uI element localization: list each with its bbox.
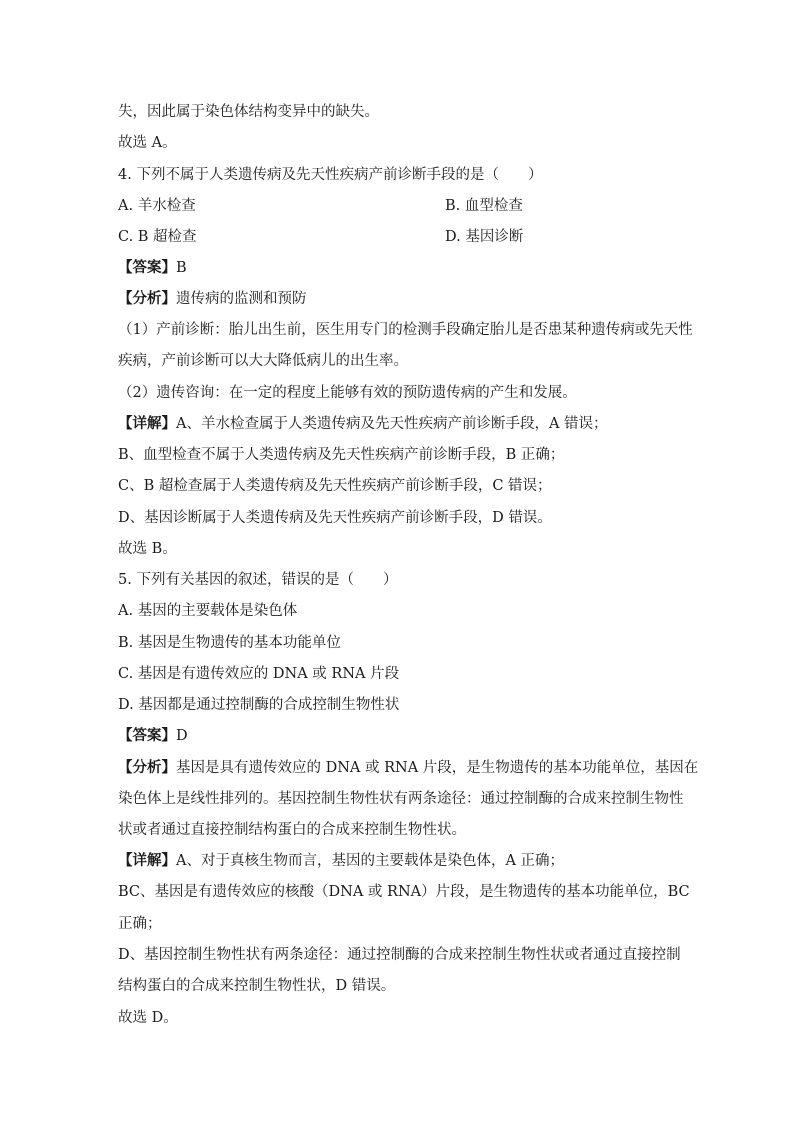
q4-detail bbox=[118, 417, 608, 432]
q5-analysis-l2: 染色体上是线性排列的。基因控制生物性状有两条途径：通过控制酶的合成来控制生物性 bbox=[118, 791, 684, 807]
text-line: 失，因此属于染色体结构变异中的缺失。 bbox=[118, 104, 379, 120]
q4-option-a: A. 羊水检查 bbox=[118, 198, 196, 214]
q4-detail-c: C、B 超检查属于人类遗传病及先天性疾病产前诊断手段，C 错误； bbox=[118, 478, 552, 494]
q5-detail-bc-cont: 正确； bbox=[118, 916, 162, 932]
q4-analysis bbox=[118, 292, 307, 307]
question-4-stem: 4. 下列不属于人类遗传病及先天性疾病产前诊断手段的是（ ） bbox=[118, 167, 543, 183]
q4-analysis-p2: （2）遗传咨询：在一定的程度上能够有效的预防遗传病的产生和发展。 bbox=[118, 385, 577, 401]
q5-answer bbox=[118, 729, 188, 744]
q5-option-b: B. 基因是生物遗传的基本功能单位 bbox=[118, 635, 341, 651]
analysis-text: 基因是具有遗传效应的 DNA 或 RNA 片段，是生物遗传的基本功能单位，基因在 bbox=[176, 760, 699, 776]
q5-option-c: C. 基因是有遗传效应的 DNA 或 RNA 片段 bbox=[118, 666, 400, 682]
q5-option-d: D. 基因都是通过控制酶的合成控制生物性状 bbox=[118, 697, 400, 713]
answer-value: B bbox=[176, 260, 187, 276]
q4-option-d: D. 基因诊断 bbox=[445, 229, 524, 245]
detail-tag: 【详解】 bbox=[118, 415, 176, 432]
analysis-text: 遗传病的监测和预防 bbox=[176, 291, 307, 307]
answer-tag: 【答案】 bbox=[118, 727, 176, 744]
q4-option-b: B. 血型检查 bbox=[445, 198, 523, 214]
q5-detail-bc: BC、基因是有遗传效应的核酸（DNA 或 RNA）片段，是生物遗传的基本功能单位，BC bbox=[118, 884, 690, 900]
q5-analysis-l3: 状或者通过直接控制结构蛋白的合成来控制生物性状。 bbox=[118, 822, 466, 838]
q4-analysis-p1: （1）产前诊断：胎儿出生前，医生用专门的检测手段确定胎儿是否患某种遗传病或先天性 bbox=[118, 322, 693, 338]
q5-option-a: A. 基因的主要载体是染色体 bbox=[118, 603, 298, 619]
choose-line: 故选 A。 bbox=[118, 135, 177, 151]
analysis-tag: 【分析】 bbox=[118, 290, 176, 307]
analysis-tag: 【分析】 bbox=[118, 759, 176, 776]
q4-analysis-p1b: 疾病，产前诊断可以大大降低病儿的出生率。 bbox=[118, 353, 408, 369]
q4-choose: 故选 B。 bbox=[118, 541, 177, 557]
detail-text: A、羊水检查属于人类遗传病及先天性疾病产前诊断手段，A 错误； bbox=[176, 416, 608, 432]
detail-text: A、对于真核生物而言，基因的主要载体是染色体，A 正确； bbox=[176, 853, 565, 869]
q4-option-c: C. B 超检查 bbox=[118, 229, 197, 245]
answer-tag: 【答案】 bbox=[118, 259, 176, 276]
q4-detail-d: D、基因诊断属于人类遗传病及先天性疾病产前诊断手段，D 错误。 bbox=[118, 510, 552, 526]
q4-detail-b: B、血型检查不属于人类遗传病及先天性疾病产前诊断手段，B 正确； bbox=[118, 447, 565, 463]
q5-choose: 故选 D。 bbox=[118, 1010, 178, 1026]
detail-tag: 【详解】 bbox=[118, 852, 176, 869]
q5-detail-d-cont: 结构蛋白的合成来控制生物性状，D 错误。 bbox=[118, 978, 396, 994]
answer-value: D bbox=[176, 728, 188, 744]
q5-detail bbox=[118, 854, 564, 869]
question-5-stem: 5. 下列有关基因的叙述，错误的是（ ） bbox=[118, 572, 398, 588]
q5-detail-d: D、基因控制生物性状有两条途径：通过控制酶的合成来控制生物性状或者通过直接控制 bbox=[118, 947, 681, 963]
q5-analysis bbox=[118, 761, 698, 776]
q4-answer bbox=[118, 261, 187, 276]
